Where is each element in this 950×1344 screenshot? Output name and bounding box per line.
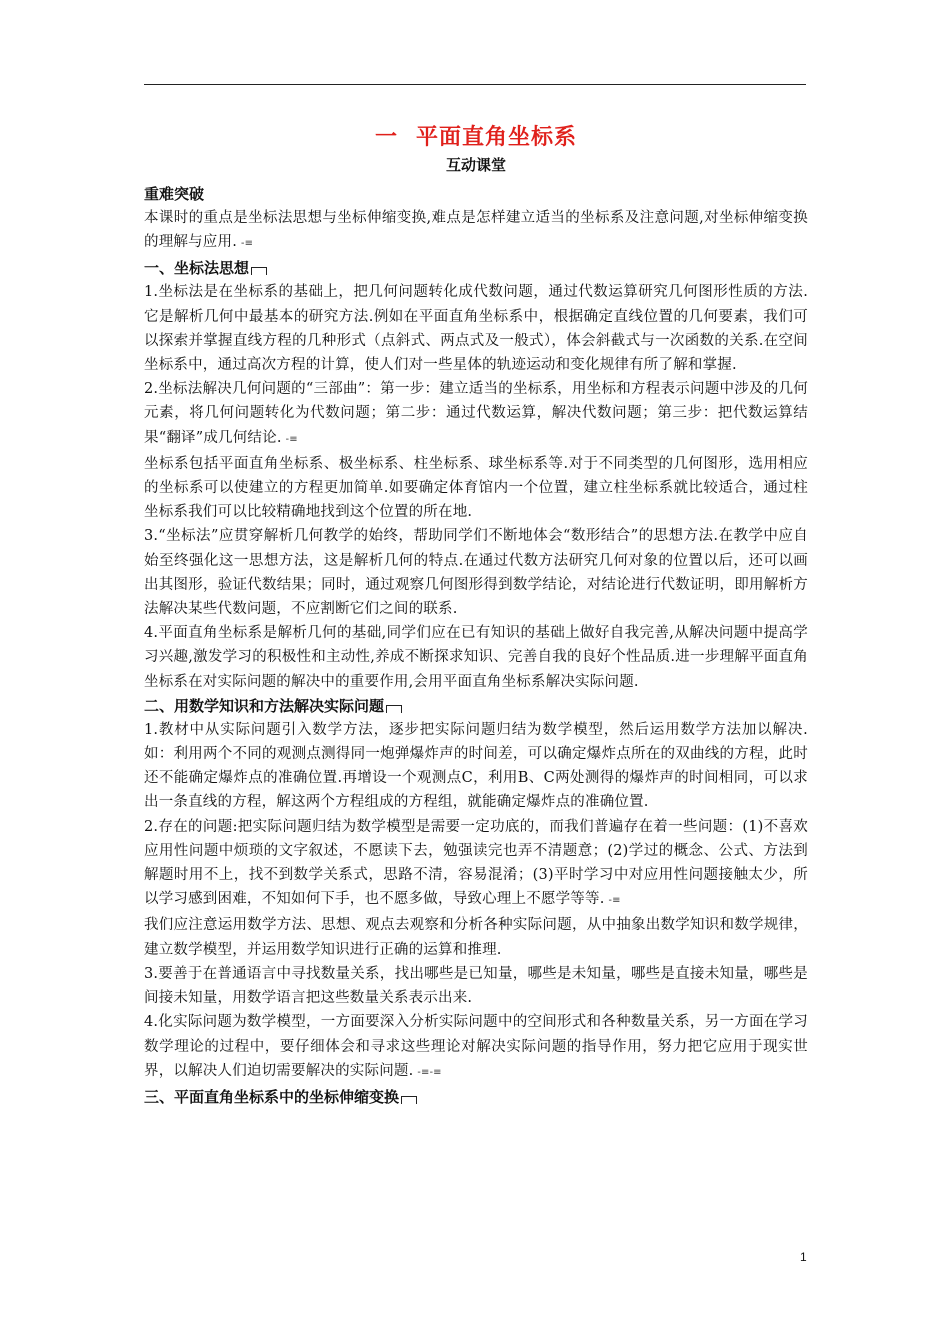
intro-paragraph: 本课时的重点是坐标法思想与坐标伸缩变换,难点是怎样建立适当的坐标系及注意问题,对坐标伸缩变换的理解与应用. -≡: [144, 210, 808, 251]
section2-paragraph-3: 我们应注意运用数学方法、思想、观点去观察和分析各种实际问题，从中抽象出数学知识和数学规律，建立数学模型，并运用数学知识进行正确的运算和推理.: [144, 917, 808, 958]
bracket-mark-icon: [401, 1096, 417, 1104]
section1-paragraph-5: 4.平面直角坐标系是解析几何的基础,同学们应在已有知识的基础上做好自我完善,从解决问题中提高学习兴趣,激发学习的积极性和主动性,养成不断探求知识、完善自我的良好个性品质.进一步理解平面直角坐标系在对实际问题的解决中的重要作用,会用平面直角坐标系解决实际问题.: [144, 625, 808, 690]
title-number: 一: [374, 124, 398, 150]
margin-mark: -≡: [285, 433, 298, 445]
section2-paragraph-5: 4.化实际问题为数学模型，一方面要深入分析实际问题中的空间形式和各种数量关系，另一方面在学习数学理论的过程中，要仔细体会和寻求这些理论对解决实际问题的指导作用，努力把它应用于现实世界，以解决人们迫切需要解决的实际问题. -≡-≡: [144, 1014, 808, 1079]
page-subtitle: 互动课堂: [445, 156, 506, 174]
margin-mark: -≡: [241, 238, 254, 250]
section-heading-2: 二、用数学知识和方法解决实际问题: [144, 694, 808, 718]
section-heading-1: 一、坐标法思想: [144, 256, 808, 280]
header-rule: [144, 84, 806, 85]
bracket-mark-icon: [251, 267, 267, 275]
margin-mark: -≡: [608, 895, 621, 907]
page-title: [144, 122, 808, 152]
bracket-mark-icon: [386, 705, 402, 713]
page-number: 1: [800, 1250, 807, 1264]
margin-mark: -≡-≡: [417, 1066, 442, 1078]
section1-paragraph-2: 2.坐标法解决几何问题的“三部曲”：第一步：建立适当的坐标系，用坐标和方程表示问题中涉及的几何元素，将几何问题转化为代数问题；第二步：通过代数运算，解决代数问题；第三步：把代数运算结果“翻译”成几何结论. -≡: [144, 381, 808, 446]
page-body: [144, 122, 808, 1109]
title-text: 平面直角坐标系: [416, 124, 578, 150]
section2-paragraph-1: 1.教材中从实际问题引入数学方法，逐步把实际问题归结为数学模型，然后运用数学方法加以解决.如：利用两个不同的观测点测得同一炮弹爆炸声的时间差，可以确定爆炸点所在的双曲线的方程，此时还不能确定爆炸点的准确位置.再增设一个观测点C，利用B、C两处测得的爆炸声的时间相同，可以求出一条直线的方程，解这两个方程组成的方程组，就能确定爆炸点的准确位置.: [144, 721, 808, 811]
section1-paragraph-1: 1.坐标法是在坐标系的基础上，把几何问题转化成代数问题，通过代数运算研究几何图形性质的方法.它是解析几何中最基本的研究方法.例如在平面直角坐标系中，根据确定直线位置的几何要素，我们可以探索并掌握直线方程的几种形式（点斜式、两点式及一般式），体会斜截式与一次函数的关系.在空间坐标系中，通过高次方程的计算，使人们对一些星体的轨迹运动和变化规律有所了解和掌握.: [144, 284, 808, 374]
focus-heading: 重难突破: [144, 185, 205, 203]
section-heading-3: 三、平面直角坐标系中的坐标伸缩变换: [144, 1085, 808, 1109]
section1-paragraph-4: 3.“坐标法”应贯穿解析几何教学的始终，帮助同学们不断地体会“数形结合”的思想方法.在教学中应自始至终强化这一思想方法，这是解析几何的特点.在通过代数方法研究几何对象的位置以后，还可以画出其图形，验证代数结果；同时，通过观察几何图形得到数学结论，对结论进行代数证明，即用解析方法解决某些代数问题，不应割断它们之间的联系.: [144, 528, 808, 618]
section1-paragraph-3: 坐标系包括平面直角坐标系、极坐标系、柱坐标系、球坐标系等.对于不同类型的几何图形，选用相应的坐标系可以使建立的方程更加简单.如要确定体育馆内一个位置，建立柱坐标系就比较适合，通过柱坐标系我们可以比较精确地找到这个位置的所在地.: [144, 455, 808, 521]
section2-paragraph-4: 3.要善于在普通语言中寻找数量关系，找出哪些是已知量，哪些是未知量，哪些是直接未知量，哪些是间接未知量，用数学语言把这些数量关系表示出来.: [144, 965, 808, 1007]
section2-paragraph-2: 2.存在的问题:把实际问题归结为数学模型是需要一定功底的，而我们普遍存在着一些问题：(1)不喜欢应用性问题中烦琐的文字叙述，不愿读下去，勉强读完也弄不清题意；(2)学过的概念、公式、方法到解题时用不上，找不到数学关系式，思路不清，容易混淆；(3)平时学习中对应用性问题接触太少，所以学习感到困难，不知如何下手，也不愿多做，导致心理上不愿学等等. -≡: [144, 818, 808, 908]
